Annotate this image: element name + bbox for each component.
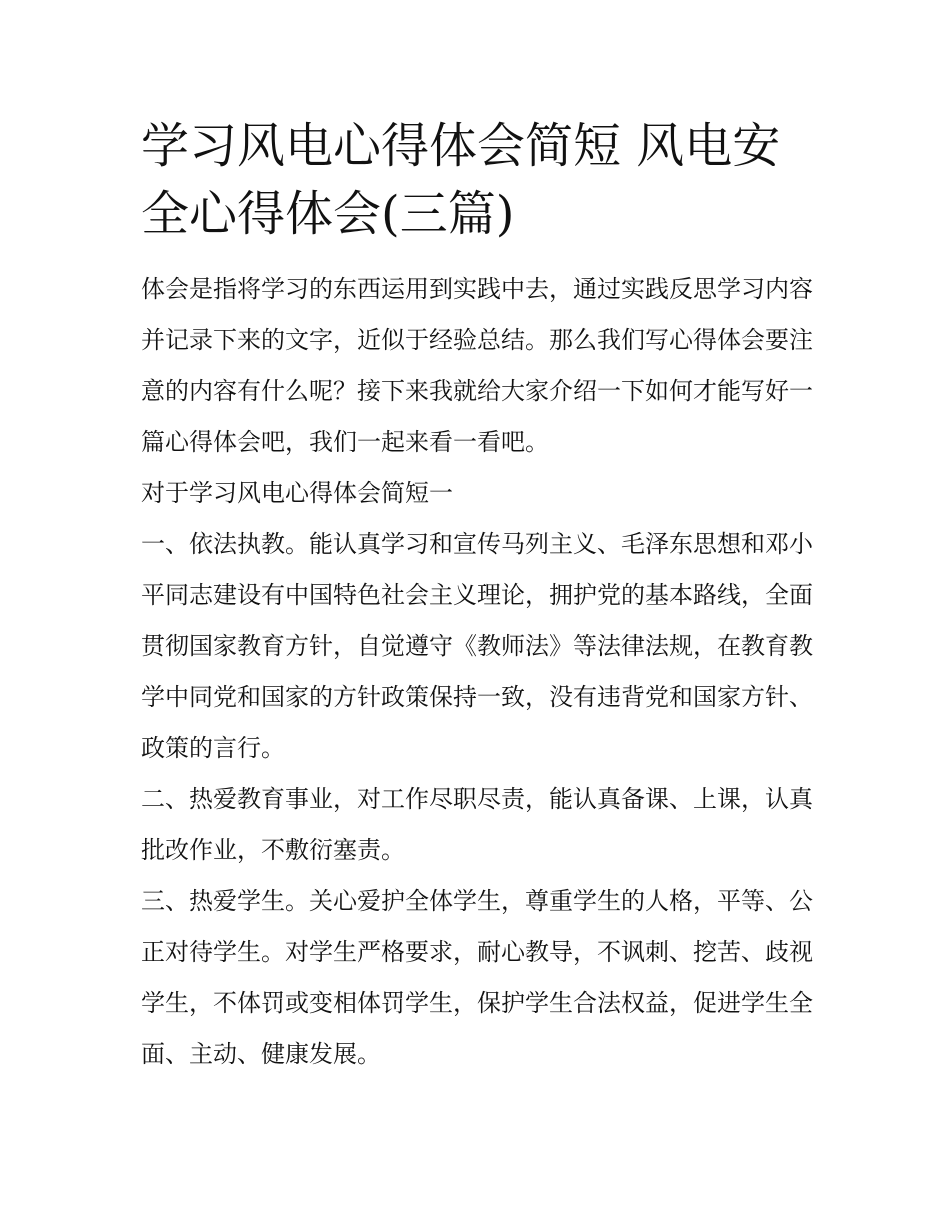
document-body: [141, 264, 813, 1080]
body-paragraph-1: 一、依法执教。能认真学习和宣传马列主义、毛泽东思想和邓小平同志建设有中国特色社会主义理论，拥护党的基本路线，全面贯彻国家教育方针，自觉遵守《教师法》等法律法规，在教育教学中同党和国家的方针政策保持一致，没有违背党和国家方针、政策的言行。: [141, 530, 813, 762]
section-heading: 对于学习风电心得体会简短一: [141, 479, 453, 507]
document-page: [141, 112, 813, 1080]
body-paragraph-2: 二、热爱教育事业，对工作尽职尽责，能认真备课、上课，认真批改作业，不敷衍塞责。: [141, 785, 813, 864]
intro-paragraph: 体会是指将学习的东西运用到实践中去，通过实践反思学习内容并记录下来的文字，近似于经验总结。那么我们写心得体会要注意的内容有什么呢？接下来我就给大家介绍一下如何才能写好一篇心得体会吧，我们一起来看一看吧。: [141, 275, 813, 456]
document-title: 学习风电心得体会简短 风电安全心得体会(三篇): [141, 118, 781, 242]
body-paragraph-3: 三、热爱学生。关心爱护全体学生，尊重学生的人格，平等、公正对待学生。对学生严格要求，耐心教导，不讽刺、挖苦、歧视学生，不体罚或变相体罚学生，保护学生合法权益，促进学生全面、主动、健康发展。: [141, 887, 813, 1068]
